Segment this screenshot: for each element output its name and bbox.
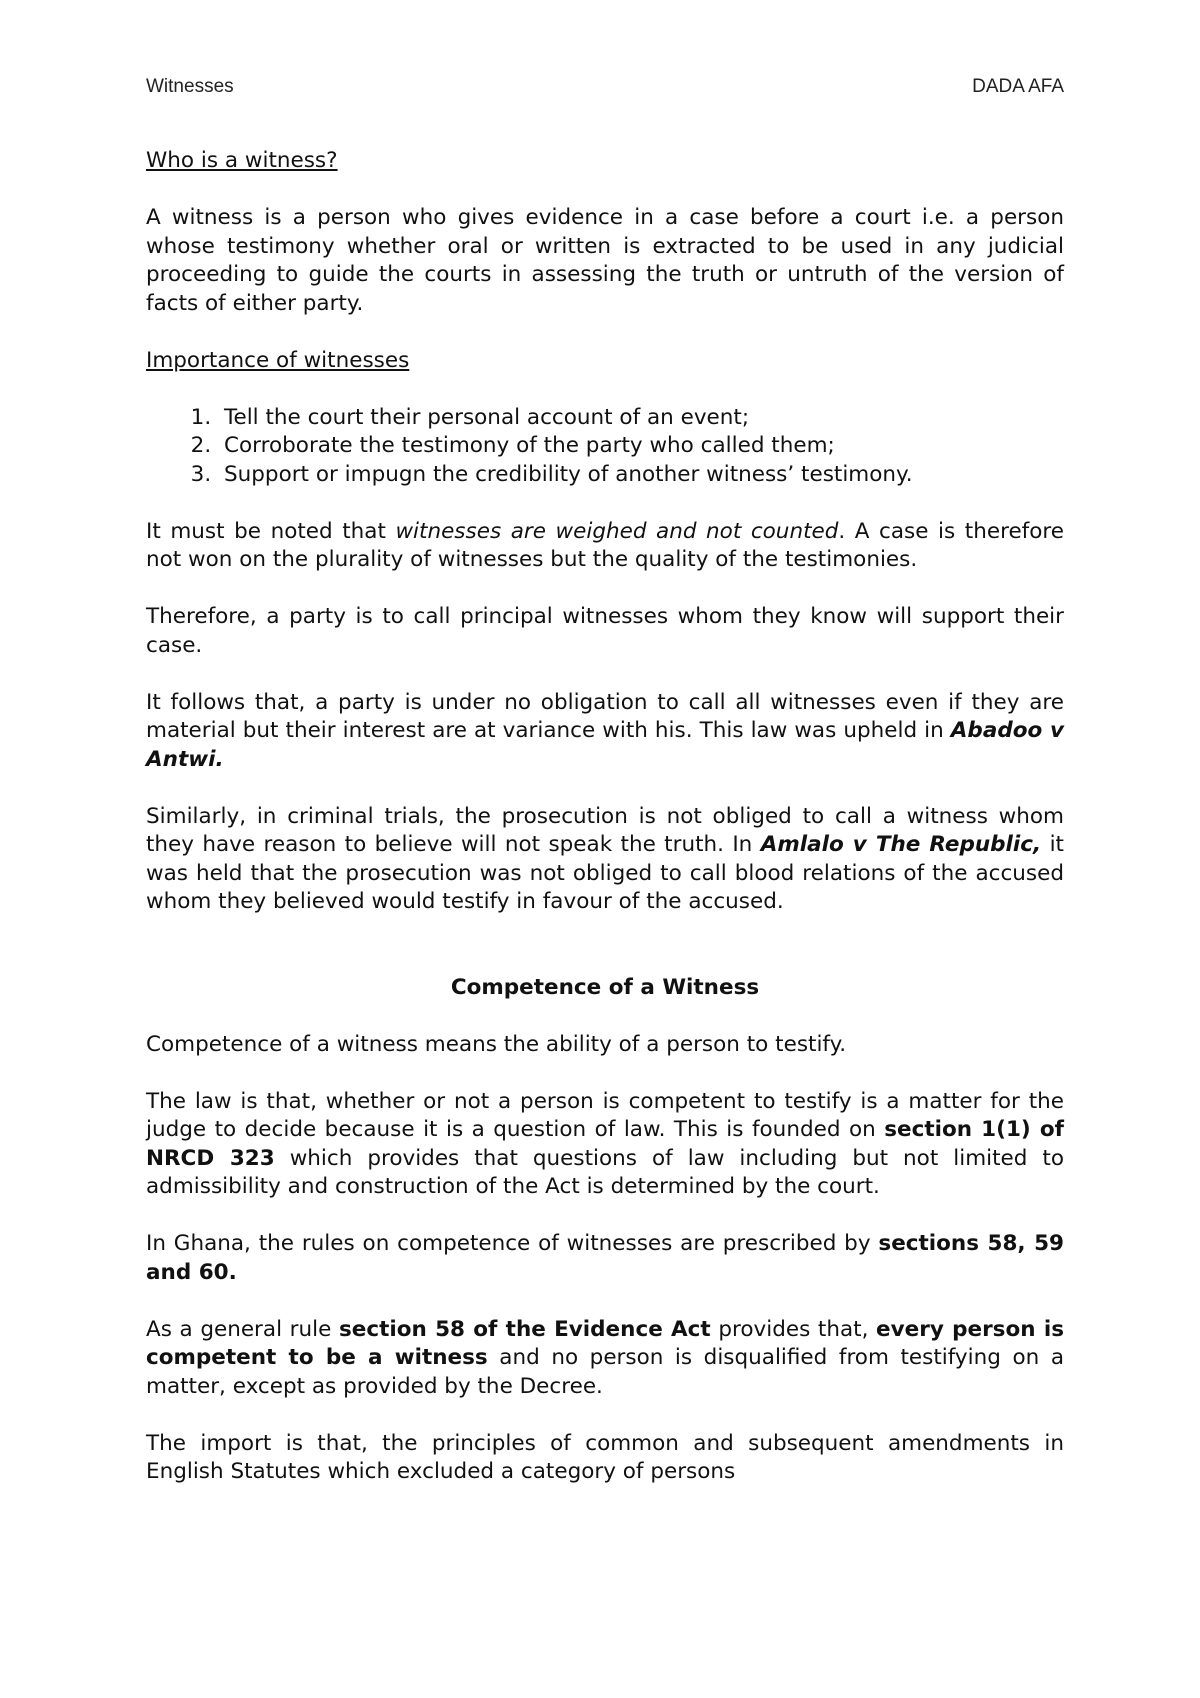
statute-reference: sections 58, 59 and 60. [146,1231,1065,1285]
paragraph-ghana-rules: In Ghana, the rules on competence of witnesses are prescribed by sections 58, 59 and 60. [146,1231,1065,1285]
paragraph-definition: A witness is a person who gives evidence in a case before a court i.e. a person whose testimony whether oral or written is extracted to be used in any judicial proceeding to guide the courts in assessing the truth or untruth of the version of facts of either party. [146,205,1064,316]
emphasis-text: witnesses are weighed and not counted [395,518,839,544]
paragraph-abadoo: It follows that, a party is under no obligation to call all witnesses even if they are material but their interest are at variance with his. This law was upheld in Abadoo v Antwi. [146,689,1064,772]
list-item: 1. Tell the court their personal account of an event; [218,404,1064,433]
section-heading-importance: Importance of witnesses [146,347,410,373]
statute-reference: section 58 of the Evidence Act [338,1316,711,1342]
document-body [146,147,1064,1487]
list-item: 2. Corroborate the testimony of the party who called them; [218,432,1064,461]
case-citation: Abadoo v Antwi. [146,718,1064,772]
paragraph-amlalo: Similarly, in criminal trials, the prosecution is not obliged to call a witness whom they have reason to believe will not speak the truth. In Amlalo v The Republic, it was held that the prosecution was not obliged to call blood relations of the accused whom they believed would testify in favour of the accused. [146,803,1064,914]
importance-list [146,404,1064,490]
paragraph-principal-witnesses: Therefore, a party is to call principal witnesses whom they know will support their case. [146,604,1064,658]
emphasis-text: every person is competent to be a witness [146,1316,1064,1370]
paragraph-section-58: As a general rule section 58 of the Evidence Act provides that, every person is competent to be a witness and no person is disqualified from testifying on a matter, except as provided by the Decree. [146,1316,1064,1399]
header-left: Witnesses [146,76,234,97]
paragraph-question-of-law: The law is that, whether or not a person is competent to testify is a matter for the judge to decide because it is a question of law. This is founded on section 1(1) of NRCD 323 which provides that questions of law including but not limited to admissibility and construction of the Act is determined by the court. [146,1088,1065,1199]
list-item: 3. Support or impugn the credibility of another witness’ testimony. [218,461,1064,490]
section-heading-who: Who is a witness? [146,148,338,173]
paragraph-import: The import is that, the principles of common and subsequent amendments in English Statutes which excluded a category of persons [146,1430,1064,1484]
paragraph-weighed: It must be noted that witnesses are weighed and not counted. A case is therefore not won on the plurality of witnesses but the quality of the testimonies. [146,518,1065,572]
header-right: DADA AFA [972,76,1064,97]
case-citation: Amlalo v The Republic, [760,832,1042,857]
section-heading-competence: Competence of a Witness [450,974,760,1000]
page-header [146,76,1064,102]
statute-reference: section 1(1) of NRCD 323 [146,1117,1065,1171]
paragraph-competence-definition: Competence of a witness means the ability of a person to testify. [146,1031,847,1057]
